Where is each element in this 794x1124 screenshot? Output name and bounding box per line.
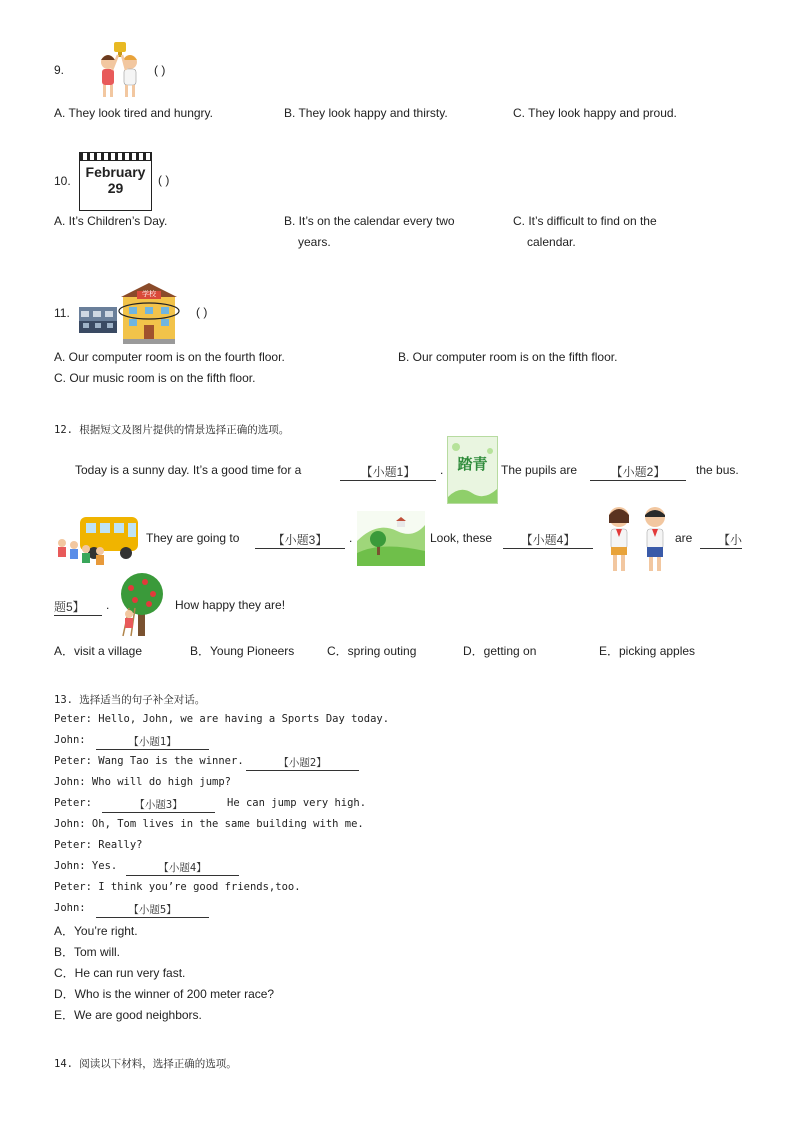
q12-text-5: Look, these <box>430 531 493 545</box>
q13-option-d: D．Who is the winner of 200 meter race? <box>54 987 275 1001</box>
calendar-image <box>79 152 152 211</box>
q13-line-1: Peter: Hello, John, we are having a Sports Day today. <box>54 713 390 725</box>
q13-option-a: A．You’re right. <box>54 924 138 938</box>
q9-number: 9. <box>54 63 65 77</box>
q12-text-2: The pupils are <box>501 463 578 477</box>
children-and-bus-image <box>54 513 142 567</box>
q12-blank-4[interactable]: 【小题4】 <box>503 531 593 549</box>
school-building-image <box>117 281 181 346</box>
q9-option-a: A. They look tired and hungry. <box>54 106 213 120</box>
q10-option-c-line1: C. It’s difficult to find on the <box>513 214 657 228</box>
q9-option-c: C. They look happy and proud. <box>513 106 677 120</box>
q13-line-10: John: <box>54 902 86 914</box>
q13-line-4: John: Who will do high jump? <box>54 776 232 788</box>
q13-line-8: John: Yes. <box>54 860 118 872</box>
calendar-month: February <box>85 164 146 180</box>
q13-blank-3[interactable]: 【小题3】 <box>102 797 215 813</box>
q11-option-c: C. Our music room is on the fifth floor. <box>54 371 256 385</box>
q12-period-1: . <box>440 463 444 477</box>
q10-option-b-line2: years. <box>298 235 331 249</box>
q13-blank-2[interactable]: 【小题2】 <box>246 755 359 771</box>
q9-option-b: B. They look happy and thirsty. <box>284 106 448 120</box>
q10-option-c-line2: calendar. <box>527 235 576 249</box>
q12-text-6: are <box>675 531 693 545</box>
calendar-day: 29 <box>107 180 124 196</box>
q13-line-6: John: Oh, Tom lives in the same building with me. <box>54 818 364 830</box>
apple-tree-image <box>113 572 171 638</box>
q12-blank-2[interactable]: 【小题2】 <box>590 463 686 481</box>
poster-title: 踏青 <box>457 455 488 473</box>
q12-period-3: . <box>349 531 353 545</box>
q13-instruction: 13. 选择适当的句子补全对话。 <box>54 694 206 706</box>
q12-instruction: 12. 根据短文及图片提供的情景选择正确的选项。 <box>54 424 290 436</box>
q13-option-b: B．Tom will. <box>54 945 121 959</box>
q11-number: 11. <box>54 306 70 320</box>
q11-answer-paren: ( ) <box>196 305 208 319</box>
q10-option-b-line1: B. It’s on the calendar every two <box>284 214 455 228</box>
q12-option-d: D．getting on <box>463 644 537 658</box>
q12-period-5: . <box>106 598 110 612</box>
q11-option-b: B. Our computer room is on the fifth floor. <box>398 350 618 364</box>
girls-with-trophy-image <box>92 40 148 102</box>
q12-text-4: They are going to <box>146 531 240 545</box>
young-pioneers-image <box>601 503 673 575</box>
q9-answer-paren: ( ) <box>154 63 166 77</box>
q13-line-2: John: <box>54 734 86 746</box>
q12-blank-5-part1[interactable]: 【小 <box>700 531 742 549</box>
q13-line-3: Peter: Wang Tao is the winner. <box>54 755 244 767</box>
q12-option-a: A．visit a village <box>54 644 143 658</box>
q12-blank-3[interactable]: 【小题3】 <box>255 531 345 549</box>
q13-blank-4[interactable]: 【小题4】 <box>126 860 239 876</box>
school-sign: 学校 <box>142 291 156 298</box>
q11-option-a: A. Our computer room is on the fourth floor. <box>54 350 285 364</box>
q13-line-5: Peter: <box>54 797 92 809</box>
village-image <box>357 511 425 566</box>
q12-text-1: Today is a sunny day. It’s a good time for a <box>75 463 302 477</box>
q13-option-c: C．He can run very fast. <box>54 966 186 980</box>
q10-number: 10. <box>54 174 71 188</box>
q13-line-9: Peter: I think you’re good friends,too. <box>54 881 301 893</box>
q14-instruction: 14. 阅读以下材料，选择正确的选项。 <box>54 1058 237 1070</box>
q12-text-3: the bus. <box>696 463 739 477</box>
q12-option-c: C．spring outing <box>327 644 417 658</box>
q13-option-e: E．We are good neighbors. <box>54 1008 202 1022</box>
q10-answer-paren: ( ) <box>158 173 170 187</box>
q13-line-7: Peter: Really? <box>54 839 143 851</box>
q13-blank-5[interactable]: 【小题5】 <box>96 902 209 918</box>
q13-blank-1[interactable]: 【小题1】 <box>96 734 209 750</box>
q12-blank-1[interactable]: 【小题1】 <box>340 463 436 481</box>
q12-option-e: E．picking apples <box>599 644 696 658</box>
q10-option-a: A. It’s Children’s Day. <box>54 214 168 228</box>
q13-line-5-post: He can jump very high. <box>227 797 367 809</box>
spring-outing-poster-image <box>447 436 498 504</box>
q12-option-b: B．Young Pioneers <box>190 644 295 658</box>
computer-room-image <box>79 307 117 333</box>
q12-text-7: How happy they are! <box>175 598 286 612</box>
q12-blank-5-part2[interactable]: 题5】 <box>54 598 102 616</box>
